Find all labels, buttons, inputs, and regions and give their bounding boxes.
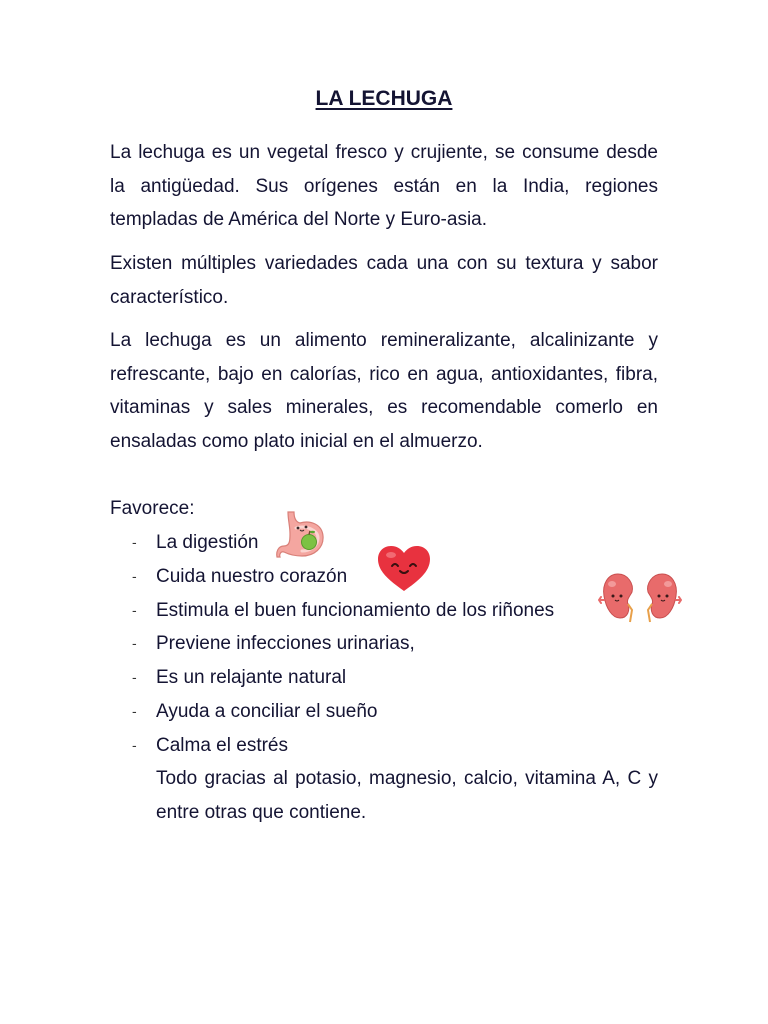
benefit-text: Calma el estrés xyxy=(156,734,288,756)
list-bullet: - xyxy=(132,567,137,584)
list-item xyxy=(110,661,670,695)
benefit-text: Cuida nuestro corazón xyxy=(156,565,348,587)
list-bullet: - xyxy=(132,635,137,652)
list-item xyxy=(110,695,670,729)
list-item xyxy=(110,594,670,628)
kidneys-icon xyxy=(598,570,682,626)
benefit-text: Previene infecciones urinarias, xyxy=(156,633,415,655)
paragraph-origin: La lechuga es un vegetal fresco y crujiente, se consume desde la antigüedad. Sus orígenes están en la India, regiones templadas de América del Norte y Euro-asia. xyxy=(110,142,658,230)
stomach-icon xyxy=(276,510,328,560)
list-item xyxy=(110,627,670,661)
list-bullet: - xyxy=(132,534,137,550)
benefits-heading: Favorece: xyxy=(110,498,195,519)
benefit-text: Estimula el buen funcionamiento de los riñones xyxy=(156,599,555,621)
list-bullet: - xyxy=(132,736,137,753)
benefit-text: Ayuda a conciliar el sueño xyxy=(156,700,378,722)
list-item xyxy=(110,729,670,763)
page-title: LA LECHUGA xyxy=(315,87,453,110)
heart-icon xyxy=(376,544,432,594)
list-bullet: - xyxy=(132,702,137,719)
benefit-text: Es un relajante natural xyxy=(156,667,347,689)
list-bullet: - xyxy=(132,601,137,618)
paragraph-varieties: Existen múltiples variedades cada una con su textura y sabor característico. xyxy=(110,253,658,308)
benefit-text: La digestión xyxy=(156,532,259,553)
paragraph-nutrition: La lechuga es un alimento remineralizante, alcalinizante y refrescante, bajo en calorías, rico en agua, antioxidantes, fibra, vitaminas y sales minerales, es recomendable comerlo en ensaladas como plato inicial en el almuerzo. xyxy=(110,330,658,452)
closing-paragraph: Todo gracias al potasio, magnesio, calcio, vitamina A, C y entre otras que contiene. xyxy=(156,768,658,823)
list-bullet: - xyxy=(132,669,137,686)
